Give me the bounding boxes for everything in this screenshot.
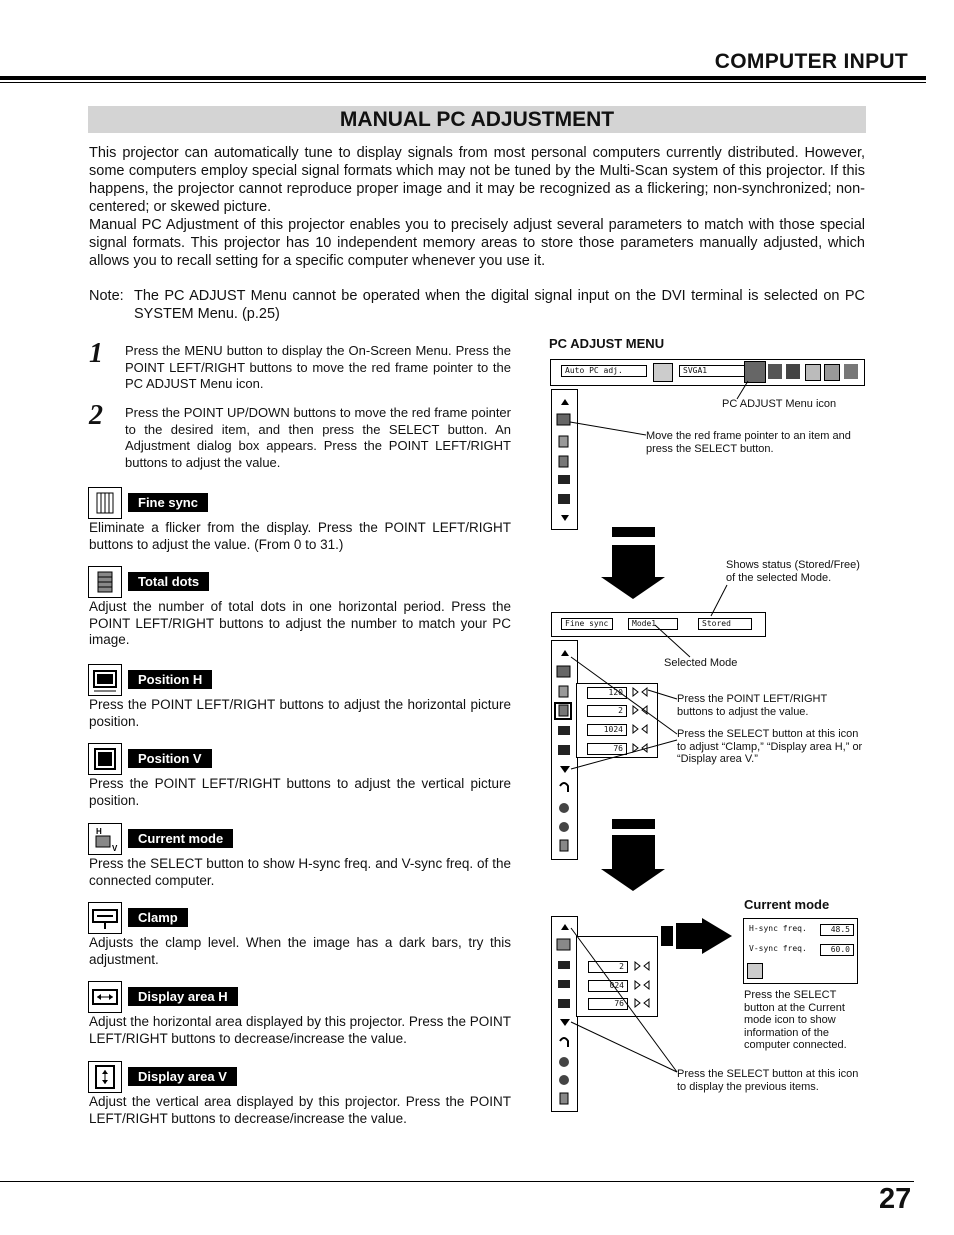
menu-system-field: SVGA1: [679, 365, 745, 377]
step-2-text: Press the POINT UP/DOWN buttons to move the red frame pointer to the desired item, and then press the SELECT button. An Adjustment dialog box appears. Press the POINT LEFT/RIGHT buttons to adjust the value.: [125, 405, 511, 470]
callout-press-lr: Press the POINT LEFT/RIGHT buttons to adjust the value.: [677, 693, 827, 718]
fine-sync-column-icon: [559, 686, 568, 697]
page-number: 27: [879, 1183, 912, 1215]
pc-adjust-menu-heading: PC ADJUST MENU: [549, 336, 665, 351]
current-mode-heading: Current mode: [744, 897, 830, 912]
press-select-leader-2: [571, 740, 677, 769]
value-4: 76: [587, 743, 627, 755]
fine-sync-label: Fine sync: [128, 493, 208, 512]
status-leader: [711, 585, 727, 616]
current-mode-column-icon: [557, 939, 570, 950]
previous-column-icon: [560, 1093, 568, 1104]
right-arrow: [676, 918, 732, 954]
position-v-column-icon: [558, 745, 570, 755]
callout-status: Shows status (Stored/Free) of the selected Mode.: [726, 559, 860, 584]
position-v-label: Position V: [128, 749, 212, 768]
clamp-column-icon: [558, 980, 570, 988]
intro-paragraph-1: This projector can automatically tune to display signals from most personal computers currently distributed. However, some computers employ special signal formats which may not be tuned by the Multi-Scan system of this projector. If this happens, the projector cannot reproduce proper image and it may be recognized as a flickering; non-synchronized; non-centered; or skewed picture.: [89, 145, 865, 215]
step-1-number: 1: [89, 338, 103, 369]
up-triangle-icon: [561, 924, 569, 930]
svg-text:H: H: [96, 827, 102, 836]
callout-press-select: Press the SELECT button at this icon to adjust “Clamp,” “Display area H,” or “Display area V.”: [677, 728, 863, 765]
note-label: Note:: [89, 288, 124, 304]
clamp-label: Clamp: [128, 908, 188, 927]
display-v-column-icon: [559, 1075, 569, 1085]
up-triangle-icon: [561, 650, 569, 656]
display-area-v-desc: Adjust the vertical area displayed by this projector. Press the POINT LEFT/RIGHT buttons to decrease/increase the value.: [89, 1094, 511, 1126]
status-item-field: Fine sync: [561, 618, 613, 630]
clamp-column-icon: [560, 1038, 568, 1047]
v-sync-value: 60.0: [820, 944, 854, 956]
down-arrow-2: [601, 835, 665, 891]
press-select-leader-1: [571, 657, 677, 734]
footer-rule: [0, 1181, 914, 1182]
clamp-desc: Adjusts the clamp level. When the image has a dark bars, try this adjustment.: [89, 935, 511, 967]
callout-selected-mode: Selected Mode: [664, 657, 738, 669]
up-triangle-icon: [561, 399, 569, 405]
selected-mode-leader: [655, 625, 690, 657]
current-mode-label: Current mode: [128, 829, 233, 848]
total-dots-column-icon: [559, 705, 568, 716]
down-triangle-icon: [560, 766, 570, 773]
down-triangle-icon: [561, 515, 569, 521]
callout-previous: Press the SELECT button at this icon to display the previous items.: [677, 1068, 859, 1093]
previous-leader-2: [571, 1022, 677, 1072]
v-sync-label: V-sync freq.: [746, 944, 824, 954]
down-triangle-icon: [560, 1019, 570, 1026]
display-area-v-label: Display area V: [128, 1067, 237, 1086]
fine-sync-desc: Eliminate a flicker from the display. Press the POINT LEFT/RIGHT buttons to adjust the value. (From 0 to 31.): [89, 520, 511, 552]
value-b-2: 024: [588, 980, 628, 992]
adjust-arrows-icon-2: [635, 962, 649, 1007]
value-3: 1024: [587, 724, 627, 736]
total-dots-label: Total dots: [128, 572, 209, 591]
move-frame-leader: [570, 422, 646, 435]
step-1-text: Press the MENU button to display the On-Screen Menu. Press the POINT LEFT/RIGHT buttons to move the red frame pointer to the PC ADJUST Menu icon.: [125, 343, 511, 391]
value-2: 2: [587, 705, 627, 717]
display-h-column-icon: [559, 1057, 569, 1067]
svg-text:V: V: [112, 844, 118, 853]
position-h-column-icon: [558, 475, 570, 484]
position-h-column-icon: [558, 961, 570, 969]
clamp-column-icon: [560, 783, 568, 792]
position-v-column-icon: [558, 494, 570, 504]
current-mode-desc: Press the SELECT button to show H-sync freq. and V-sync freq. of the connected computer.: [89, 856, 511, 888]
pc-adjust-column-icon: [557, 414, 570, 425]
display-v-column-icon: [559, 822, 569, 832]
display-area-column-icon: [558, 999, 570, 1008]
callout-menu-icon: PC ADJUST Menu icon: [722, 398, 837, 410]
h-sync-label: H-sync freq.: [746, 924, 824, 934]
intro-paragraph-2: Manual PC Adjustment of this projector enables you to precisely adjust several parameters to match with those special signal formats. This projector has 10 independent memory areas to store those parameters manually adjusted, which allows you to recall setting for a specific computer whenever you use it.: [89, 217, 865, 269]
position-h-desc: Press the POINT LEFT/RIGHT buttons to adjust the horizontal picture position.: [89, 697, 511, 729]
adjust-arrows-icon: [633, 688, 647, 752]
h-sync-value: 48.5: [820, 924, 854, 936]
position-v-desc: Press the POINT LEFT/RIGHT buttons to adjust the vertical picture position.: [89, 776, 511, 808]
fine-sync-column-icon: [559, 436, 568, 447]
step-2-number: 2: [89, 400, 103, 431]
value-1: 120: [587, 687, 627, 699]
callout-current-mode-info: Press the SELECT button at the Current mode icon to show information of the computer connected.: [744, 989, 847, 1051]
total-dots-desc: Adjust the number of total dots in one horizontal period. Press the POINT LEFT/RIGHT buttons to adjust the number to match your PC image.: [89, 599, 511, 647]
display-area-h-label: Display area H: [128, 987, 238, 1006]
page-title: MANUAL PC ADJUSTMENT: [339, 108, 615, 131]
previous-leader-1: [571, 928, 677, 1072]
pc-adjust-column-icon: [557, 666, 570, 677]
callout-move-frame: Move the red frame pointer to an item and press the SELECT button.: [646, 430, 851, 455]
display-area-h-desc: Adjust the horizontal area displayed by this projector. Press the POINT LEFT/RIGHT buttons to decrease/increase the value.: [89, 1014, 511, 1046]
position-h-column-icon: [558, 726, 570, 735]
previous-column-icon: [560, 840, 568, 851]
note-text: The PC ADJUST Menu cannot be operated when the digital signal input on the DVI terminal is selected on PC SYSTEM Menu. (p.25): [134, 288, 865, 322]
value-b-1: 2: [588, 961, 628, 973]
section-title: COMPUTER INPUT: [714, 50, 908, 73]
value-b-3: 76: [588, 998, 628, 1010]
total-dots-column-icon: [559, 456, 568, 467]
menu-mode-field: Auto PC adj.: [561, 365, 647, 377]
down-arrow-1: [601, 545, 665, 599]
display-h-column-icon: [559, 803, 569, 813]
status-mode-field: Mode1: [628, 618, 678, 630]
menu-icon-leader: [737, 381, 748, 399]
status-state-field: Stored: [698, 618, 752, 630]
position-h-label: Position H: [128, 670, 212, 689]
press-lr-leader: [648, 690, 677, 699]
